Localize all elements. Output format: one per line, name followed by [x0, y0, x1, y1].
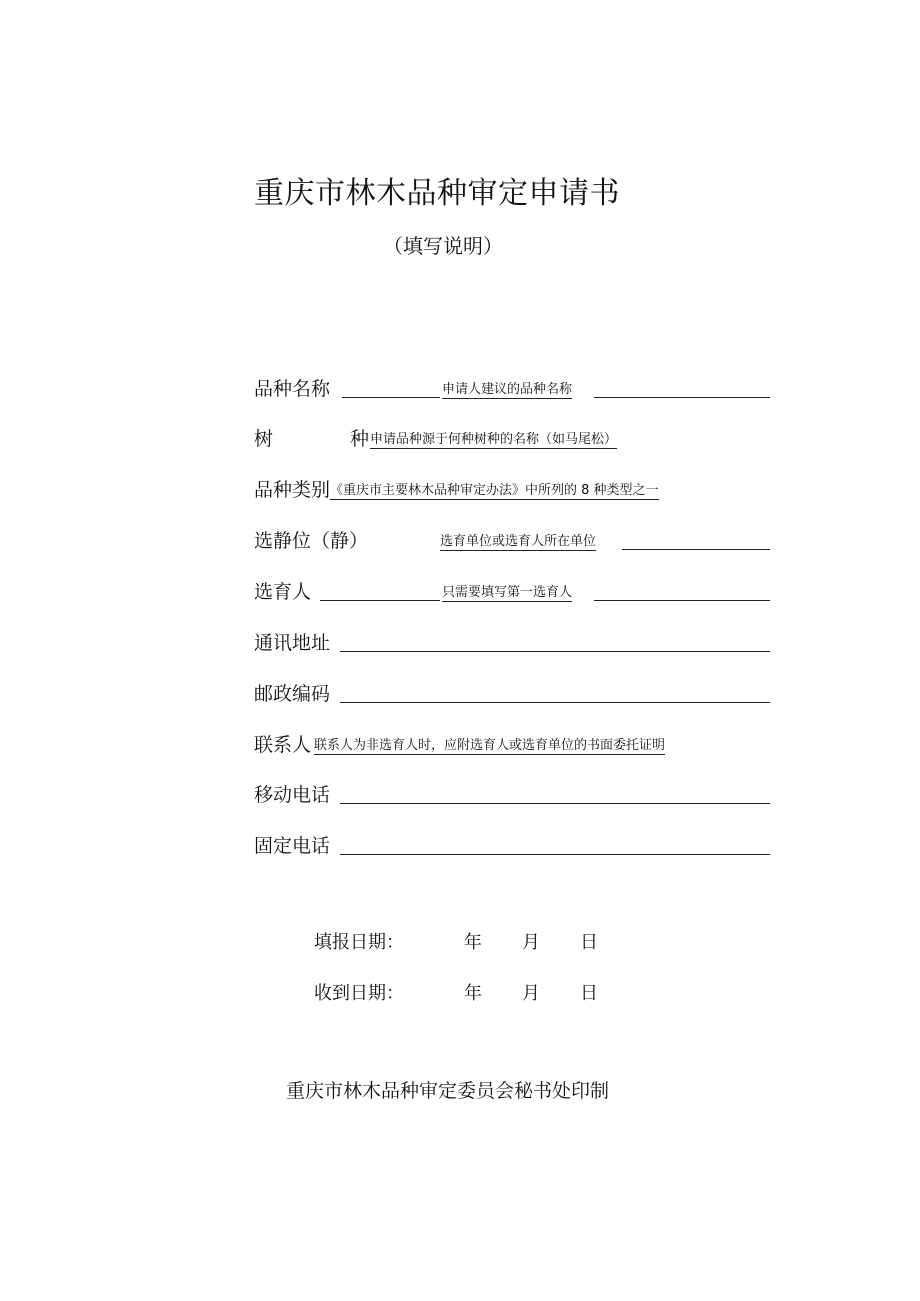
- field-contact: [254, 728, 770, 758]
- document-subtitle: （填写说明）: [383, 234, 503, 258]
- field-hint: 联系人为非选育人时，应附选育人或选育单位的书面委托证明: [314, 738, 666, 753]
- field-mobile-phone: [254, 778, 770, 808]
- document-title: 重庆市林木品种审定申请书: [254, 176, 620, 211]
- date-day: 日: [580, 983, 598, 1004]
- date-label: 填报日期：: [314, 932, 404, 953]
- field-postal-code: [254, 677, 770, 707]
- received-date-row: [314, 979, 614, 1005]
- underline: [594, 397, 770, 398]
- field-label-left: 树: [254, 428, 274, 450]
- field-hint: 申请人建议的品种名称: [442, 382, 573, 397]
- underline: [622, 549, 770, 550]
- field-label: 邮政编码: [254, 683, 331, 705]
- field-hint: 选育单位或选育人所在单位: [440, 534, 597, 549]
- underline: [320, 600, 440, 601]
- date-year: 年: [464, 932, 482, 953]
- field-label: 通讯地址: [254, 632, 331, 654]
- fill-date-row: [314, 928, 614, 954]
- field-label: 选静位（静）: [254, 530, 369, 552]
- field-label: 移动电话: [254, 784, 331, 806]
- underline[interactable]: [340, 702, 770, 703]
- field-breeder: [254, 575, 770, 605]
- underline[interactable]: [340, 854, 770, 855]
- date-month: 月: [522, 932, 540, 953]
- date-month: 月: [522, 983, 540, 1004]
- field-label: 品种类别: [254, 479, 331, 501]
- field-hint: 只需要填写第一选育人: [442, 585, 573, 600]
- field-variety-name: [254, 372, 770, 402]
- field-address: [254, 626, 770, 656]
- field-label: 品种名称: [254, 378, 331, 400]
- underline: [342, 397, 440, 398]
- field-variety-category: [254, 473, 770, 503]
- field-hint: 申请品种源于何种树种的名称（如马尾松）: [370, 432, 618, 447]
- field-landline-phone: [254, 829, 770, 859]
- field-label: 选育人: [254, 581, 312, 603]
- field-tree-species: [254, 422, 770, 452]
- field-breeding-unit: [254, 524, 770, 554]
- date-label: 收到日期：: [314, 983, 404, 1004]
- field-label: 固定电话: [254, 835, 331, 857]
- underline[interactable]: [340, 651, 770, 652]
- date-year: 年: [464, 983, 482, 1004]
- footer-printer: 重庆市林木品种审定委员会秘书处印制: [286, 1080, 610, 1102]
- underline: [594, 600, 770, 601]
- underline[interactable]: [340, 803, 770, 804]
- field-label-right: 种: [350, 428, 370, 450]
- field-label: 联系人: [254, 734, 312, 756]
- date-day: 日: [580, 932, 598, 953]
- field-hint: 《重庆市主要林木品种审定办法》中所列的 8 种类型之一: [330, 483, 659, 498]
